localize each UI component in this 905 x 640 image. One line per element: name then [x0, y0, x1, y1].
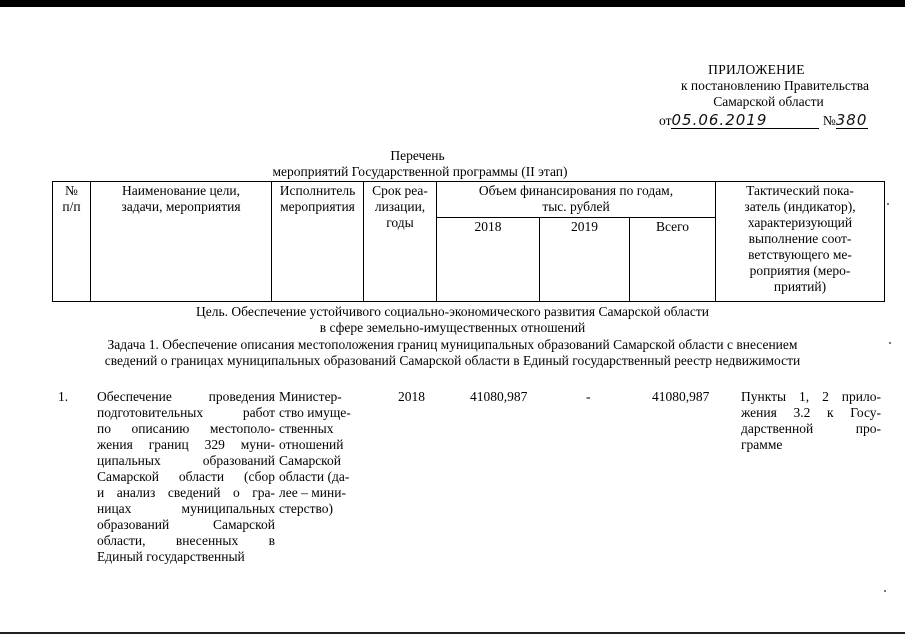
scan-bottom-border [0, 632, 905, 634]
row-1-financing-total: 41080,987 [652, 389, 710, 404]
row-1-number: 1. [58, 389, 69, 404]
row-1-year: 2018 [398, 389, 425, 404]
appendix-title: ПРИЛОЖЕНИЕ [708, 62, 805, 77]
scan-speck [887, 203, 889, 205]
col-header-num: № п/п [53, 182, 91, 302]
col-header-2018: 2018 [437, 218, 540, 302]
date-prefix: от [659, 113, 672, 128]
row-1-executor: Министер- ство имуще- ственных отношений Самарской области (да- лее – мини- стерство) [279, 389, 351, 516]
appendix-line-1: к постановлению Правительства [680, 78, 869, 93]
goal-heading: Цель. Обеспечение устойчивого социально-экономического развития Самарской области в сфере земельно-имущественных отношений [196, 304, 709, 335]
col-header-period: Срок реа- лизации, годы [364, 182, 437, 302]
col-header-total: Всего [630, 218, 716, 302]
list-title: Перечень [390, 148, 445, 163]
list-heading [0, 148, 905, 180]
task-heading: Задача 1. Обеспечение описания местоположения границ муниципальных образований Самарской области с внесением сведений о границах муниципальных образований Самарской области в Единый государственный реестр недвижимости [104, 337, 801, 368]
appendix-header [600, 62, 875, 110]
col-header-executor: Исполнитель мероприятия [272, 182, 364, 302]
col-header-financing: Объем финансирования по годам, тыс. рублей [437, 182, 716, 218]
row-1-indicator: Пункты 1, 2 прило- жения 3.2 к Госу- дарственной про- грамме [741, 389, 881, 452]
row-1-financing-2019: - [586, 389, 591, 404]
scan-top-border [0, 0, 905, 7]
scan-speck [884, 590, 886, 592]
number-prefix: № [822, 113, 836, 128]
handwritten-date: 05.06.2019 [671, 113, 819, 129]
events-table-header [52, 181, 885, 302]
row-1-financing-2018: 41080,987 [470, 389, 528, 404]
date-number-line [659, 113, 889, 129]
scan-speck [889, 342, 891, 344]
col-header-name: Наименование цели, задачи, мероприятия [91, 182, 272, 302]
row-1-name: Обеспечение проведения подготовительных работ по описанию местополо- жения границ 329 муни- ципальных образований Самарской области (сбор и анализ сведений о гра- ницах муниципальных образований Самарской области, внесенных в Единый государственный [97, 389, 275, 564]
col-header-indicator: Тактический пока- затель (индикатор), характеризующий выполнение соот- ветствующего ме- роприятия (меро- приятий) [716, 182, 885, 302]
appendix-line-2: Самарской области [713, 94, 824, 109]
handwritten-number: 380 [835, 111, 868, 129]
list-subtitle: мероприятий Государственной программы (II этап) [272, 164, 568, 179]
col-header-2019: 2019 [540, 218, 630, 302]
